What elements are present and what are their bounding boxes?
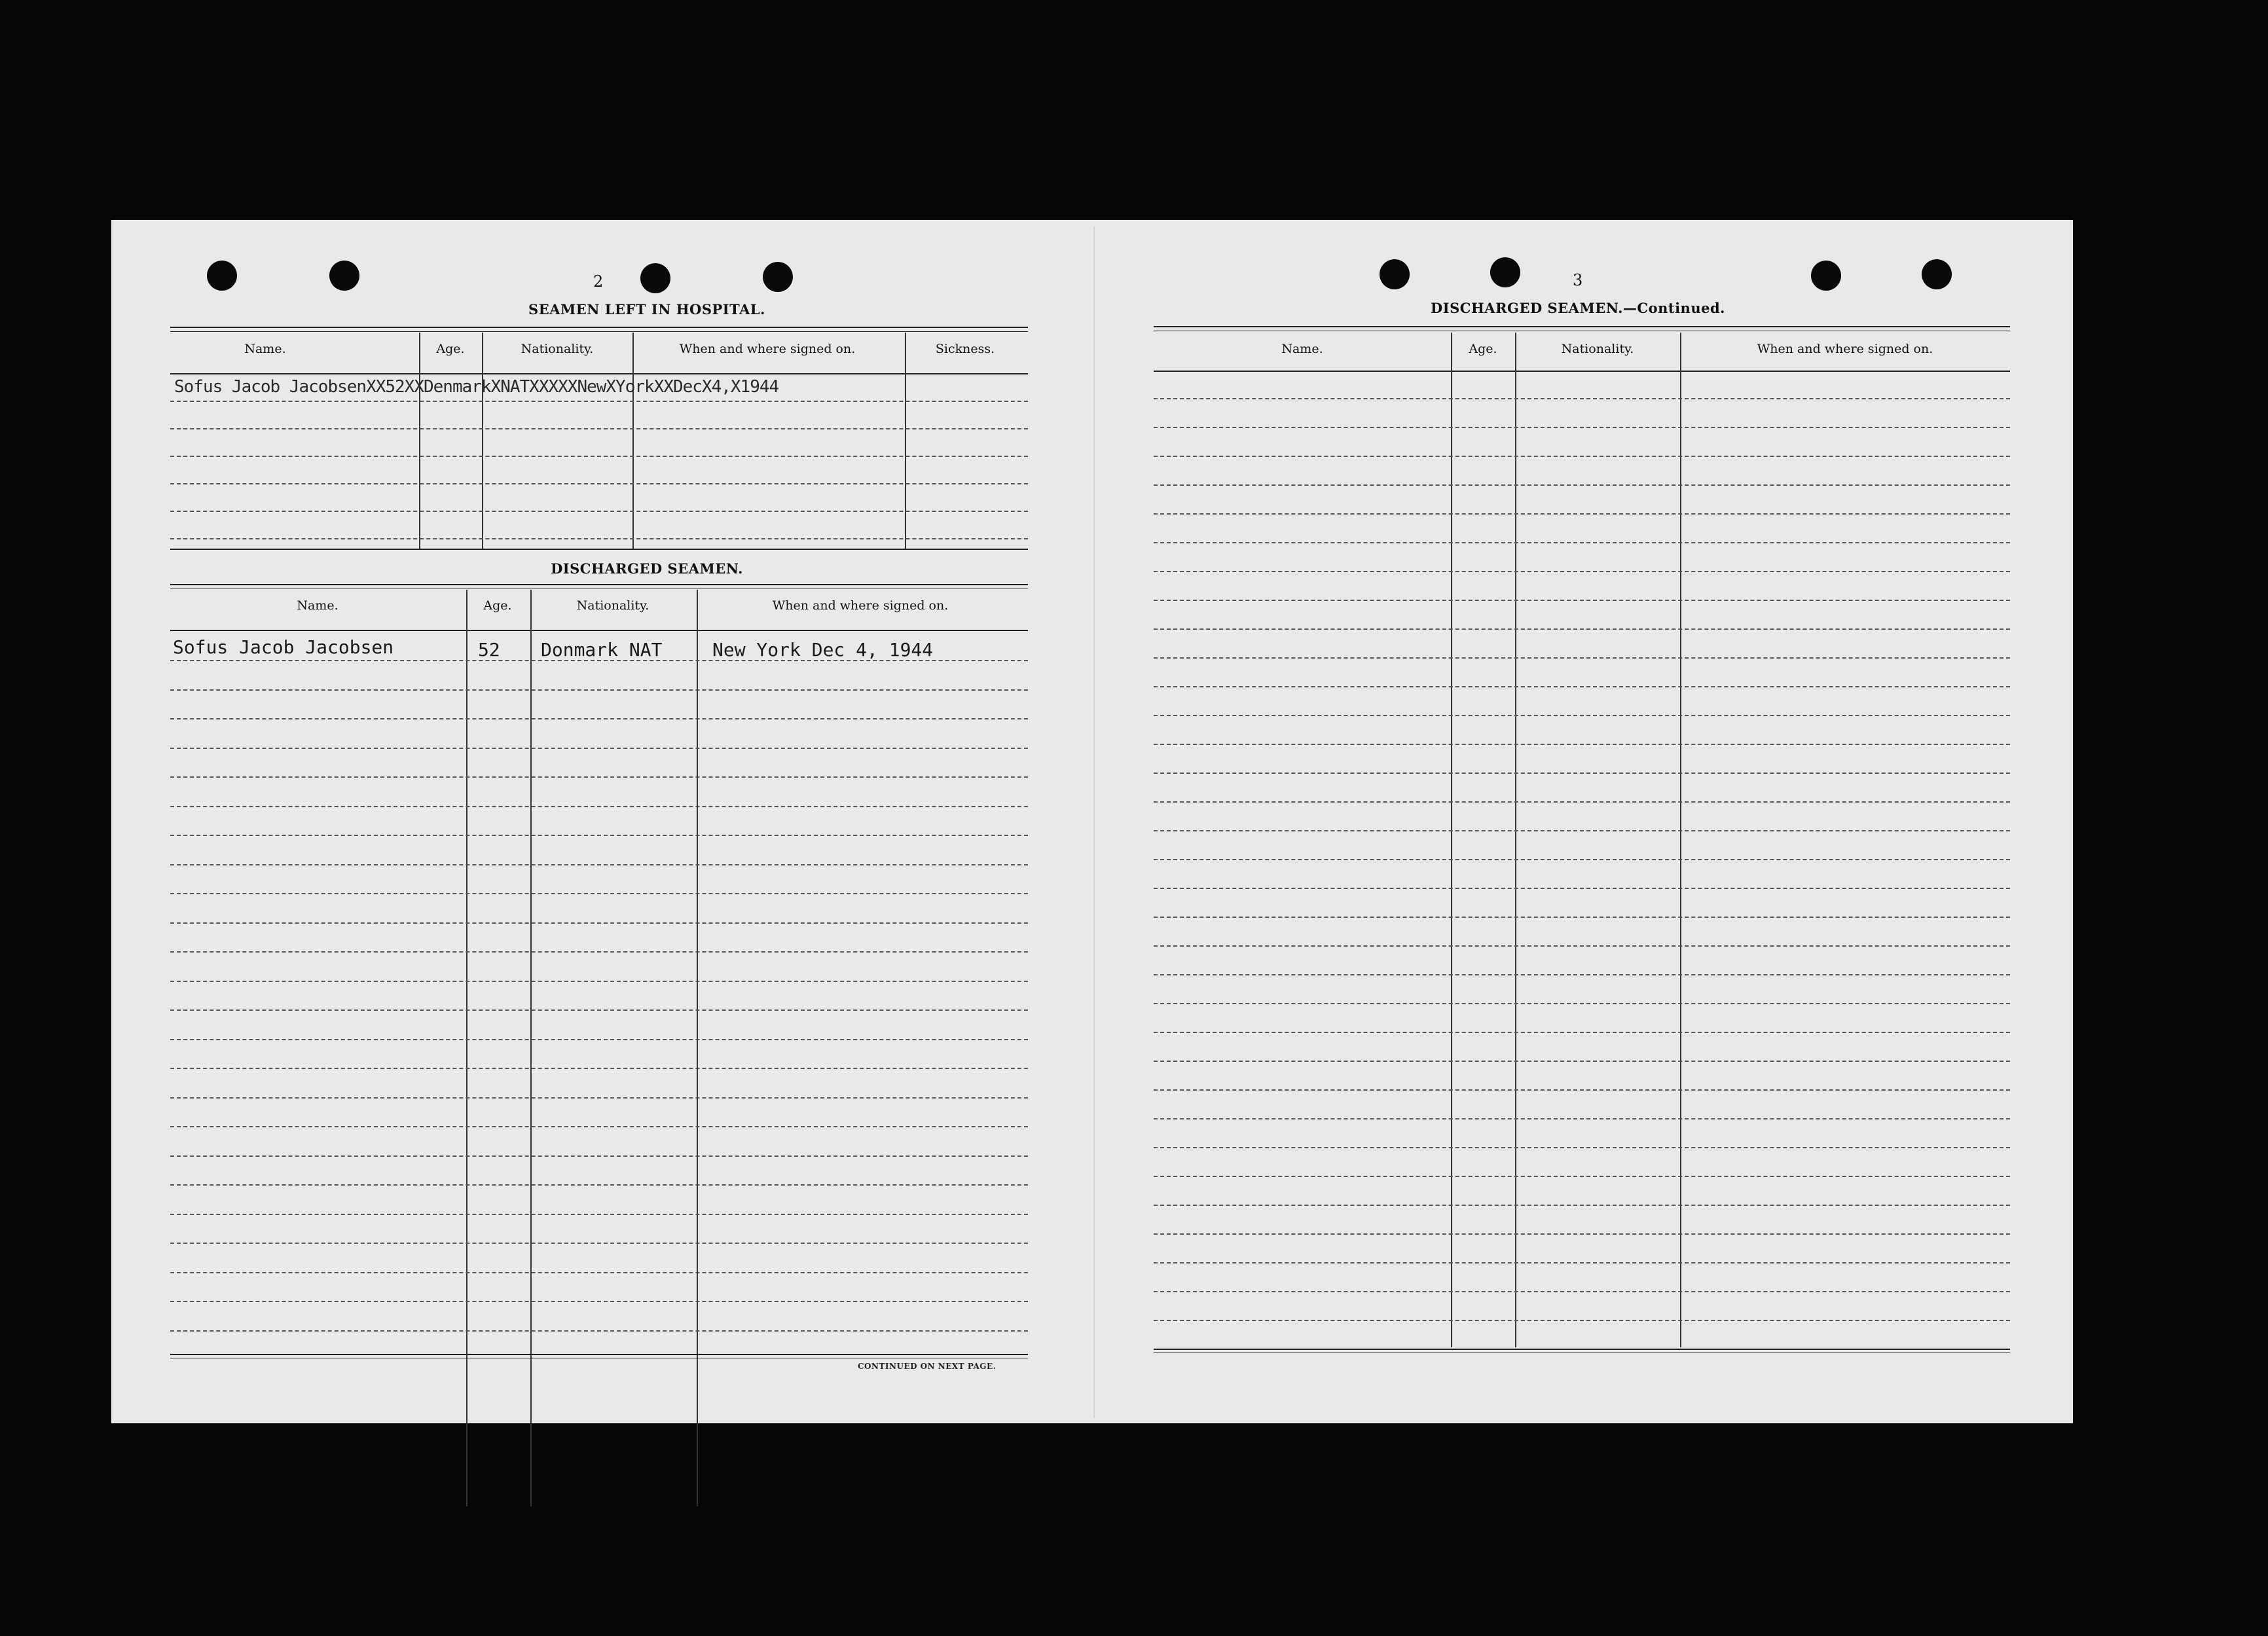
right-header-name: Name. <box>1281 342 1323 356</box>
entry-line <box>1154 456 2010 457</box>
entry-line <box>170 835 1028 836</box>
hospital-struck-entry: Sofus Jacob JacobsenXX52XXDenmarkXNATXXXXXNewXYorkXXDecX4,X1944 <box>174 377 779 397</box>
right-header-signed-on: When and where signed on. <box>1757 342 1933 356</box>
entry-line <box>170 864 1028 865</box>
entry-line <box>170 981 1028 982</box>
punch-hole <box>640 263 670 293</box>
entry-line <box>1154 1291 2010 1292</box>
entry-line <box>170 483 1028 484</box>
continued-footer: CONTINUED ON NEXT PAGE. <box>858 1362 997 1371</box>
entry-line <box>1154 1061 2010 1062</box>
entry-line <box>170 660 1028 661</box>
entry-line <box>170 1243 1028 1244</box>
entry-line <box>170 748 1028 749</box>
entry-line <box>1154 1003 2010 1004</box>
rule <box>1154 1349 2010 1350</box>
discharged-header-signed-on: When and where signed on. <box>772 598 949 613</box>
punch-hole <box>1490 257 1520 287</box>
rule <box>1154 371 2010 372</box>
column-divider <box>466 590 467 1506</box>
column-divider <box>697 590 698 1506</box>
hospital-header-sickness: Sickness. <box>935 342 995 356</box>
page-number-right: 3 <box>1573 271 1583 289</box>
entry-line <box>170 428 1028 429</box>
entry-line <box>170 401 1028 402</box>
entry-line <box>1154 974 2010 975</box>
entry-line <box>1154 715 2010 716</box>
entry-line <box>170 718 1028 719</box>
column-divider <box>905 333 906 549</box>
column-divider <box>419 333 420 549</box>
ledger-sheet <box>111 220 2073 1423</box>
rule <box>170 584 1028 585</box>
entry-line <box>1154 571 2010 572</box>
entry-line <box>170 922 1028 924</box>
entry-line <box>1154 945 2010 947</box>
punch-hole <box>329 261 359 291</box>
entry-line <box>170 1039 1028 1040</box>
entry-line <box>1154 1032 2010 1033</box>
entry-line <box>1154 1147 2010 1148</box>
entry-line <box>170 1126 1028 1127</box>
hospital-header-age: Age. <box>436 342 465 356</box>
entry-line <box>1154 917 2010 918</box>
hospital-section-title: SEAMEN LEFT IN HOSPITAL. <box>528 301 765 318</box>
entry-line <box>1154 657 2010 659</box>
entry-line <box>1154 398 2010 399</box>
entry-line <box>170 1330 1028 1332</box>
discharged-header-nationality: Nationality. <box>576 598 649 613</box>
discharged-continued-title: DISCHARGED SEAMEN.—Continued. <box>1431 300 1725 316</box>
entry-line <box>170 1155 1028 1157</box>
punch-hole <box>207 261 237 291</box>
entry-line <box>1154 484 2010 486</box>
entry-line <box>1154 773 2010 774</box>
column-divider <box>530 590 532 1506</box>
entry-line <box>170 1184 1028 1186</box>
discharged-entry-name: Sofus Jacob Jacobsen <box>173 636 394 658</box>
discharged-header-age: Age. <box>483 598 512 613</box>
rule <box>170 373 1028 374</box>
rule <box>170 630 1028 631</box>
punch-hole <box>1811 261 1841 291</box>
entry-line <box>170 776 1028 778</box>
entry-line <box>170 538 1028 539</box>
entry-line <box>170 511 1028 512</box>
entry-line <box>1154 801 2010 803</box>
punch-hole <box>1922 259 1952 289</box>
entry-line <box>1154 427 2010 428</box>
discharged-header-name: Name. <box>297 598 338 613</box>
right-header-nationality: Nationality. <box>1561 342 1634 356</box>
entry-line <box>170 689 1028 691</box>
punch-hole <box>763 262 793 292</box>
entry-line <box>1154 888 2010 889</box>
entry-line <box>1154 600 2010 601</box>
hospital-header-name: Name. <box>244 342 286 356</box>
column-divider <box>632 333 634 549</box>
entry-line <box>170 456 1028 457</box>
hospital-header-nationality: Nationality. <box>521 342 594 356</box>
rule <box>170 549 1028 550</box>
entry-line <box>1154 1205 2010 1206</box>
discharged-entry-signed-on: New York Dec 4, 1944 <box>712 639 934 661</box>
column-divider <box>482 333 483 549</box>
entry-line <box>1154 1320 2010 1321</box>
rule <box>170 1354 1028 1355</box>
entry-line <box>170 1301 1028 1302</box>
entry-line <box>170 1009 1028 1011</box>
entry-line <box>1154 628 2010 630</box>
entry-line <box>1154 859 2010 860</box>
entry-line <box>170 1214 1028 1215</box>
entry-line <box>170 951 1028 953</box>
entry-line <box>1154 830 2010 831</box>
entry-line <box>1154 1233 2010 1235</box>
entry-line <box>1154 1262 2010 1263</box>
page-number-left: 2 <box>593 272 604 291</box>
punch-hole <box>1380 259 1410 289</box>
hospital-header-signed-on: When and where signed on. <box>679 342 856 356</box>
entry-line <box>170 893 1028 894</box>
entry-line <box>1154 542 2010 543</box>
entry-line <box>170 1272 1028 1273</box>
entry-line <box>170 1097 1028 1099</box>
center-fold <box>1093 227 1095 1418</box>
right-header-age: Age. <box>1469 342 1497 356</box>
discharged-entry-nationality: Donmark NAT <box>541 639 663 661</box>
discharged-section-title: DISCHARGED SEAMEN. <box>551 560 743 577</box>
entry-line <box>1154 686 2010 687</box>
entry-line <box>1154 744 2010 745</box>
entry-line <box>1154 1089 2010 1091</box>
entry-line <box>170 1068 1028 1069</box>
rule <box>1154 326 2010 327</box>
discharged-entry-age: 52 <box>478 639 500 661</box>
entry-line <box>1154 1176 2010 1177</box>
entry-line <box>1154 1118 2010 1119</box>
entry-line <box>1154 513 2010 515</box>
rule <box>170 331 1028 332</box>
entry-line <box>170 806 1028 807</box>
rule <box>170 327 1028 328</box>
